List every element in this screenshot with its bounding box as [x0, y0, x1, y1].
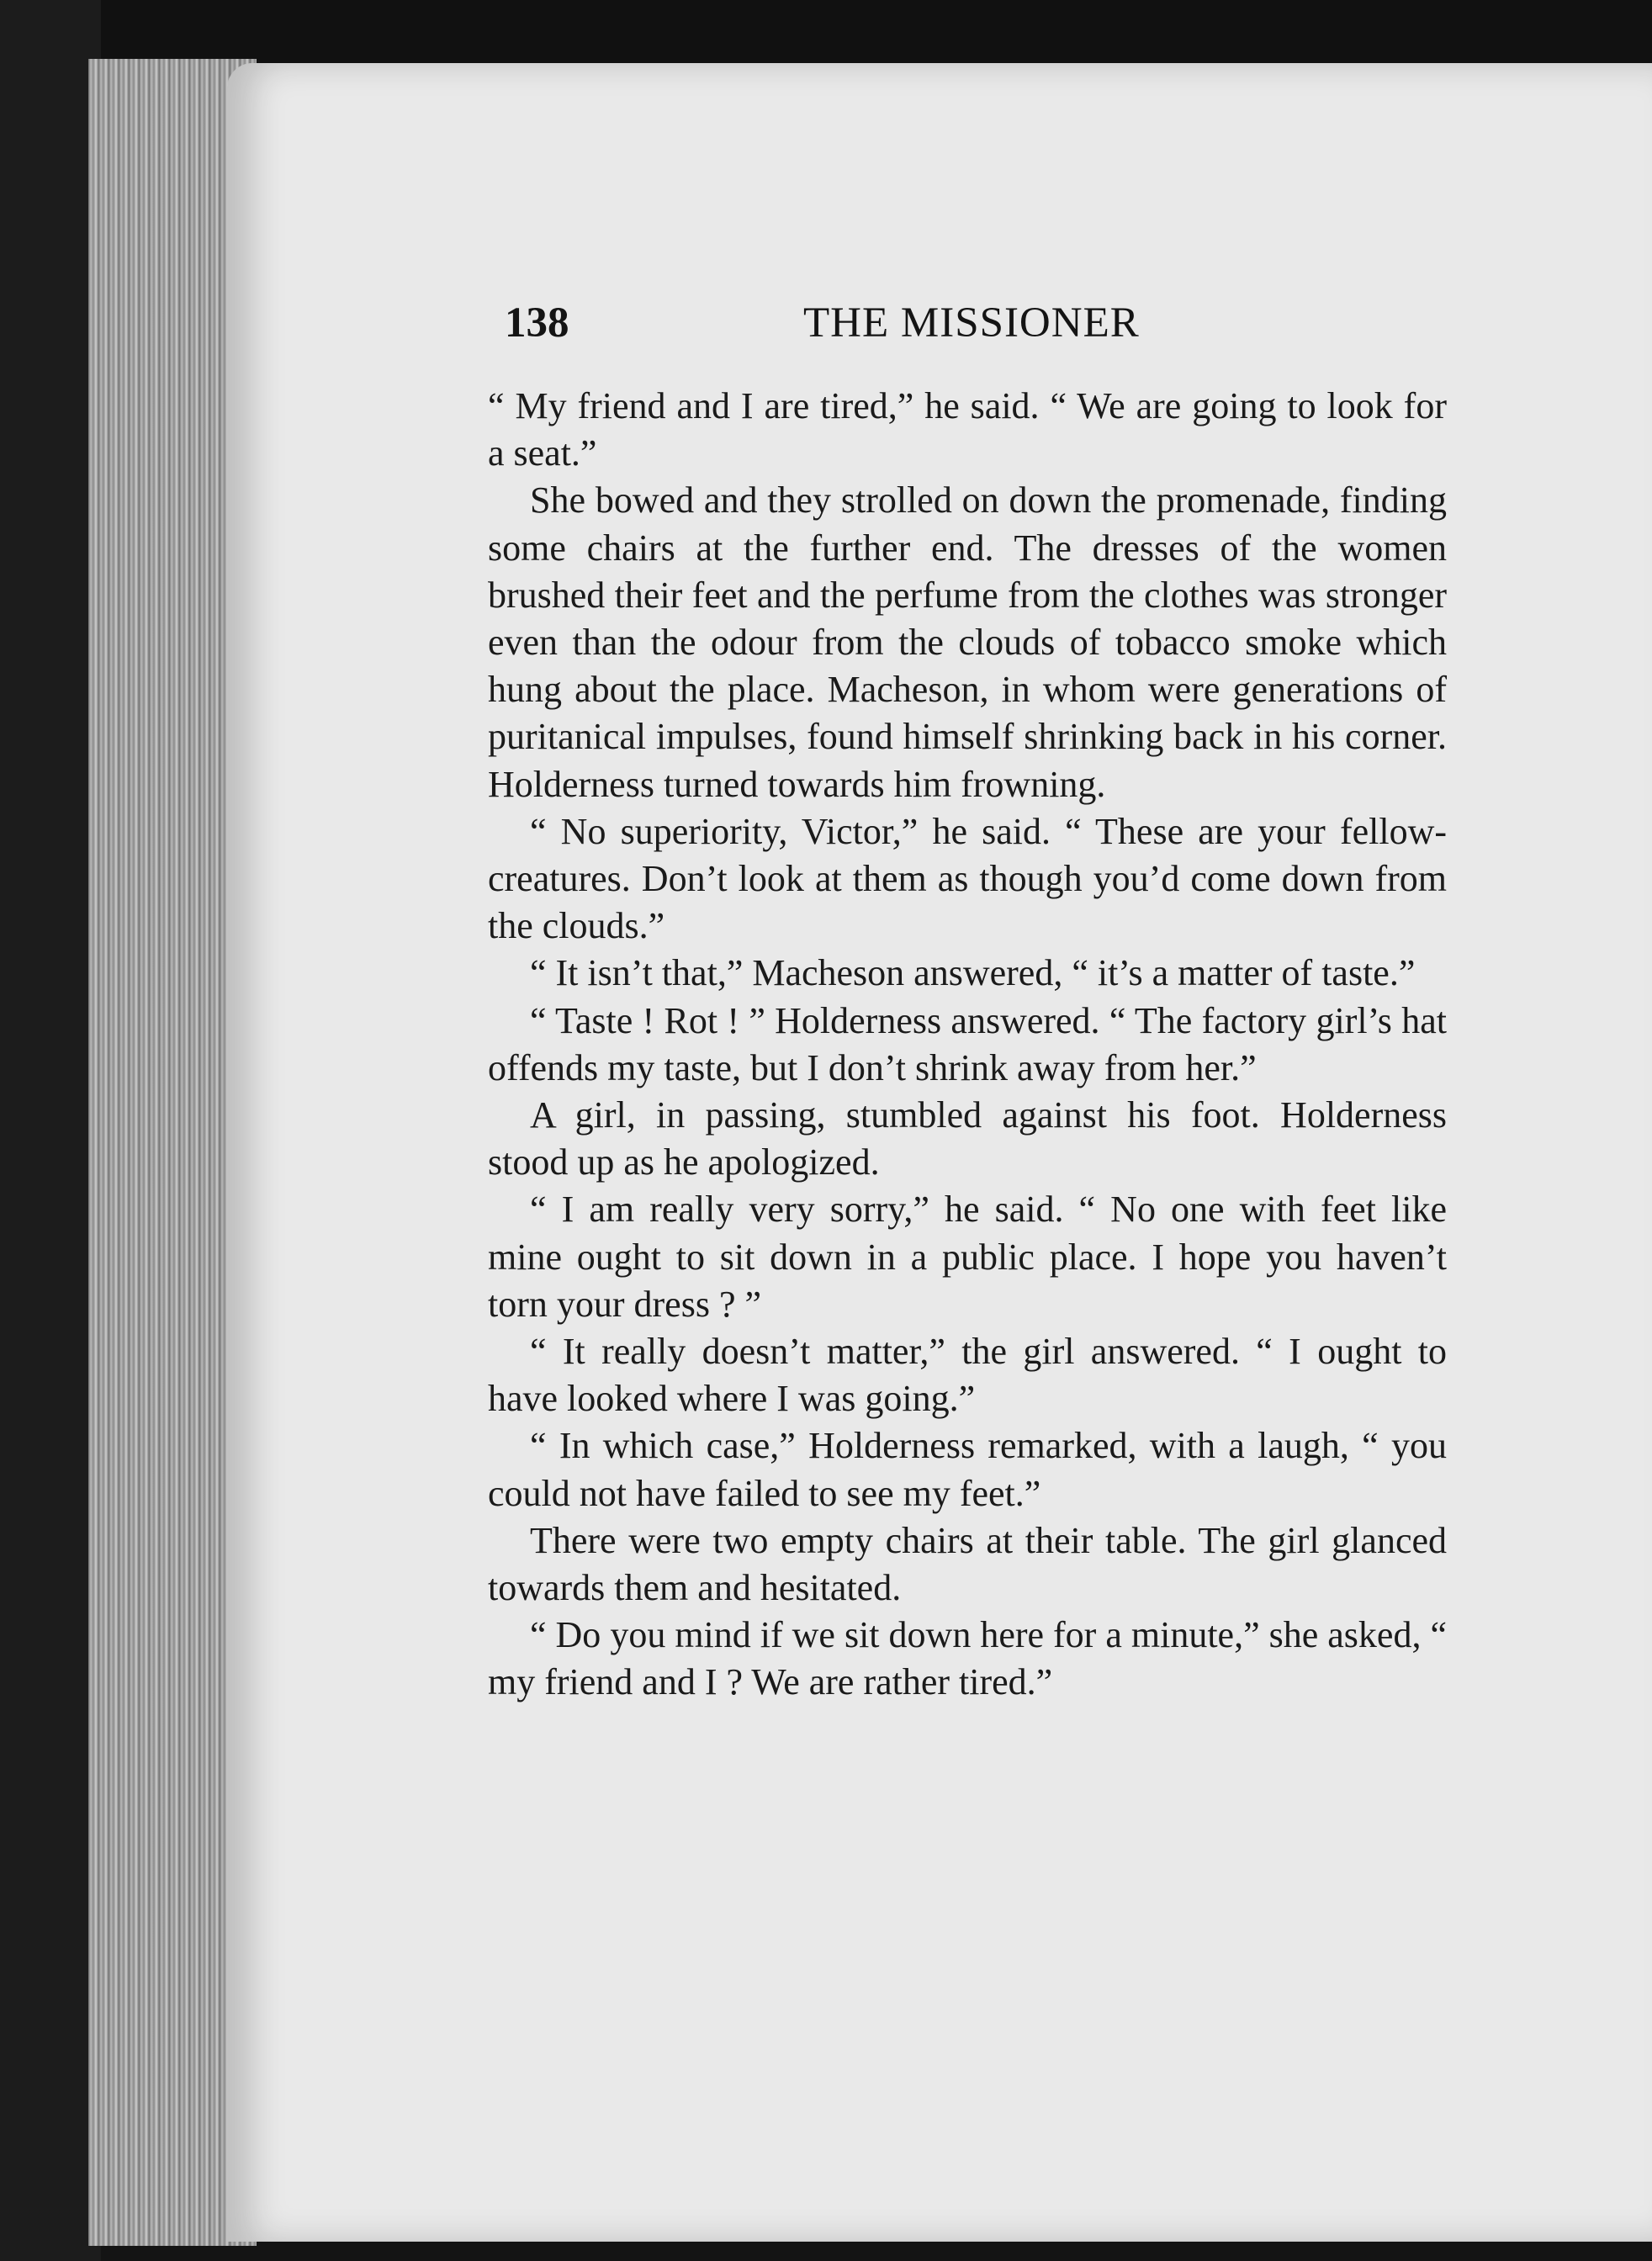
- scan-background-top: [0, 0, 1652, 67]
- paragraph: “ My friend and I are tired,” he said. “ We are going to look for a seat.”: [488, 385, 1447, 474]
- paragraph: She bowed and they strolled on down the promenade, finding some chairs at the further end. The dresses of the women brushed their feet and the perfume from the clothes was stronger even than the odour from the clouds of tobacco smoke which hung about the place. Macheson, in whom were generations of puritanical impulses, found himself shrinking back in his corner. Holderness turned towards him frowning.: [488, 479, 1447, 805]
- paragraph: “ It really doesn’t matter,” the girl answered. “ I ought to have looked where I was going.”: [488, 1331, 1447, 1420]
- paragraph: There were two empty chairs at their table. The girl glanced towards them and hesitated.: [488, 1519, 1447, 1609]
- paragraph: “ No superiority, Victor,” he said. “ These are your fellow-creatures. Don’t look at them as though you’d come down from the clouds.”: [488, 810, 1447, 947]
- page-number: 138: [505, 299, 569, 347]
- paragraph: A girl, in passing, stumbled against his foot. Holderness stood up as he apologized.: [488, 1094, 1447, 1183]
- paragraph: “ Do you mind if we sit down here for a minute,” she asked, “ my friend and I ? We are rather tired.”: [488, 1614, 1447, 1703]
- paragraph: “ It isn’t that,” Macheson answered, “ it’s a matter of taste.”: [530, 952, 1416, 994]
- scan-background-left: [0, 0, 101, 2261]
- paragraph: “ I am really very sorry,” he said. “ No one with feet like mine ought to sit down in a public place. I hope you haven’t torn your dress ? ”: [488, 1189, 1447, 1325]
- paragraph: “ Taste ! Rot ! ” Holderness answered. “ The factory girl’s hat offends my taste, but I don’t shrink away from her.”: [488, 999, 1447, 1088]
- running-title: THE MISSIONER: [803, 299, 1140, 347]
- paragraph: “ In which case,” Holderness remarked, with a laugh, “ you could not have failed to see my feet.”: [488, 1425, 1447, 1514]
- running-head: [505, 299, 1455, 366]
- body-text: [488, 383, 1447, 1707]
